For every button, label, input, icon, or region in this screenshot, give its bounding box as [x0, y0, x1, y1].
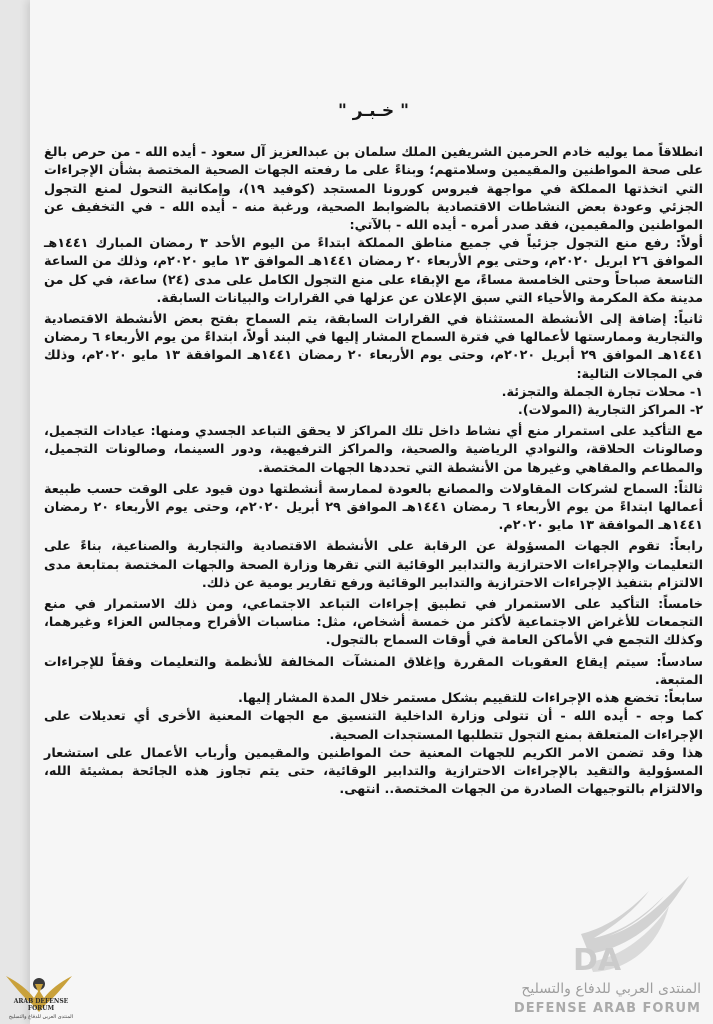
document-title: " خـبـر " — [338, 101, 409, 121]
news-document — [44, 102, 703, 799]
clause-first: أولاً: رفع منع التجول جزئياً في جميع مناطق المملكة ابتداءً من اليوم الأحد ٣ رمضان المبارك ١٤٤١هـ الموافق ٢٦ ابريل ٢٠٢٠م، وحتى يوم الأربعاء ٢٠ رمضان ١٤٤١هـ الموافق ١٣ مايو ٢٠٢٠م، وذلك من الساعة التاسعة صباحاً وحتى الخامسة مساءً، مع الإبقاء على منع التجول الكامل على مدى (٢٤) ساعة، في كل من مدينة مكة المكرمة والأحياء التي سبق الإعلان عن عزلها في القرارات والبيانات السابقة. — [44, 236, 704, 306]
clause-third: ثالثاً: السماح لشركات المقاولات والمصانع بالعودة لممارسة أنشطتها دون قيود على الوقت حسب طبيعة أعمالها ابتداءً من يوم الأربعاء ٦ رمضان ١٤٤١هـ الموافق ٢٩ أبريل ٢٠٢٠م، وحتى يوم الأربعاء ٢٠ رمضان ١٤٤١هـ الموافقة ١٣ مايو ٢٠٢٠م. — [44, 481, 703, 534]
clause-seventh: سابعاً: تخضع هذه الإجراءات للتقييم بشكل مستمر خلال المدة المشار إليها. — [238, 691, 703, 707]
clause-fourth: رابعاً: تقوم الجهات المسؤولة عن الرقابة على الأنشطة الاقتصادية والتجارية والصناعية، بناءً على التعليمات والإجراءات الاحترازية والتدابير الوقائية التي تقرها وزارة الصحة والجهات المختصة بمتابعة مدى الالتزام بتنفيذ الإجراءات الاحترازية والتدابير الوقائية ورفع تقارير يومية عن ذلك. — [44, 539, 703, 591]
clause-sixth: سادساً: سيتم إيقاع العقوبات المقررة وإغلاق المنشآت المخالفة للأنظمة والتعليمات وفقاً للإجراءات المتبعة. — [44, 654, 703, 688]
intro-paragraph: انطلاقاً مما يوليه خادم الحرمين الشريفين الملك سلمان بن عبدالعزيز آل سعود - أيده الله - من حرص بالغ على صحة المواطنين والمقيمين وسلامتهم؛ وبناءً على ما رفعته الجهات الصحية المختصة بشأن الإجراءات التي اتخذتها المملكة في مواجهة فيروس كورونا المستجد (كوفيد ١٩)، وإمكانية التحول لمنع التجول الجزئي وعودة بعض النشاطات الاقتصادية بالضوابط الصحية، ورغبة منه - أيده الله - في التخفيف عن المواطنين والمقيمين، فقد صدر أمره - أيده الله - بالآتي: — [44, 145, 703, 234]
closing-paragraph: هذا وقد تضمن الامر الكريم للجهات المعنية حث المواطنين والمقيمين وأرباب الأعمال على استشعار المسؤولية والتقيد بالإجراءات الاحترازية والتدابير الوقائية، حتى يتم تجاوز هذه الجائحة بمشيئة الله، والالتزام بالتوجيهات الصادرة من الجهات المختصة.. انتهى. — [44, 745, 703, 798]
logo-english-text: ARAB DEFENSE FORUM — [13, 998, 69, 1012]
watermark-arabic-text: المنتدى العربي للدفاع والتسليح — [521, 981, 701, 997]
clause-fifth: خامساً: التأكيد على الاستمرار في تطبيق إجراءات التباعد الاجتماعي، ومن ذلك الاستمرار في منع التجمعات للأغراض الاجتماعية لأكثر من خمسة أشخاص، مثل: مناسبات الأفراح ومجالس العزاء وغيرهما، وكذلك التجمع في الأماكن العامة في أوقات السماح بالتجول. — [44, 597, 703, 649]
watermark-english-text: DEFENSE ARAB FORUM — [513, 1001, 701, 1016]
directive-paragraph: كما وجه - أيده الله - أن تتولى وزارة الداخلية التنسيق مع الجهات المعنية الأخرى أي تعديلات على الإجراءات المتعلقة بمنع التجول تتطلبها المستجدات الصحية. — [44, 709, 703, 743]
list-item-malls: ٢- المراكز التجارية (المولات). — [517, 403, 703, 419]
clause-second: ثانياً: إضافة إلى الأنشطة المستثناة في القرارات السابقة، يتم السماح بفتح بعض الأنشطة الاقتصادية والتجارية وممارستها لأعمالها في فترة السماح المشار إليها في البند أولاً، ابتداءً من يوم الأربعاء ٦ رمضان ١٤٤١هـ الموافق ٢٩ أبريل ٢٠٢٠م، وحتى يوم الأربعاء ٢٠ رمضان ١٤٤١هـ الموافقة ١٣ مايو ٢٠٢٠م، وذلك في المجالات التالية: — [44, 312, 703, 382]
logo-arabic-text: المنتدى العربي للدفاع والتسليح — [8, 1014, 74, 1020]
watermark-mark: DA — [573, 943, 622, 978]
malls-restrictions-paragraph: مع التأكيد على استمرار منع أي نشاط داخل تلك المراكز لا يحقق التباعد الجسدي ومنها: عيادات التجميل، وصالونات الحلاقة، والنوادي الرياضية والصحية، والمراكز الترفيهية، ودور السينما، وصالونات التجميل، والمطاعم والمقاهي وغيرها من الأنشطة التي تحددها الجهات المختصة. — [44, 424, 703, 476]
list-item-wholesale: ١- محلات تجارة الجملة والتجزئة. — [501, 384, 703, 400]
